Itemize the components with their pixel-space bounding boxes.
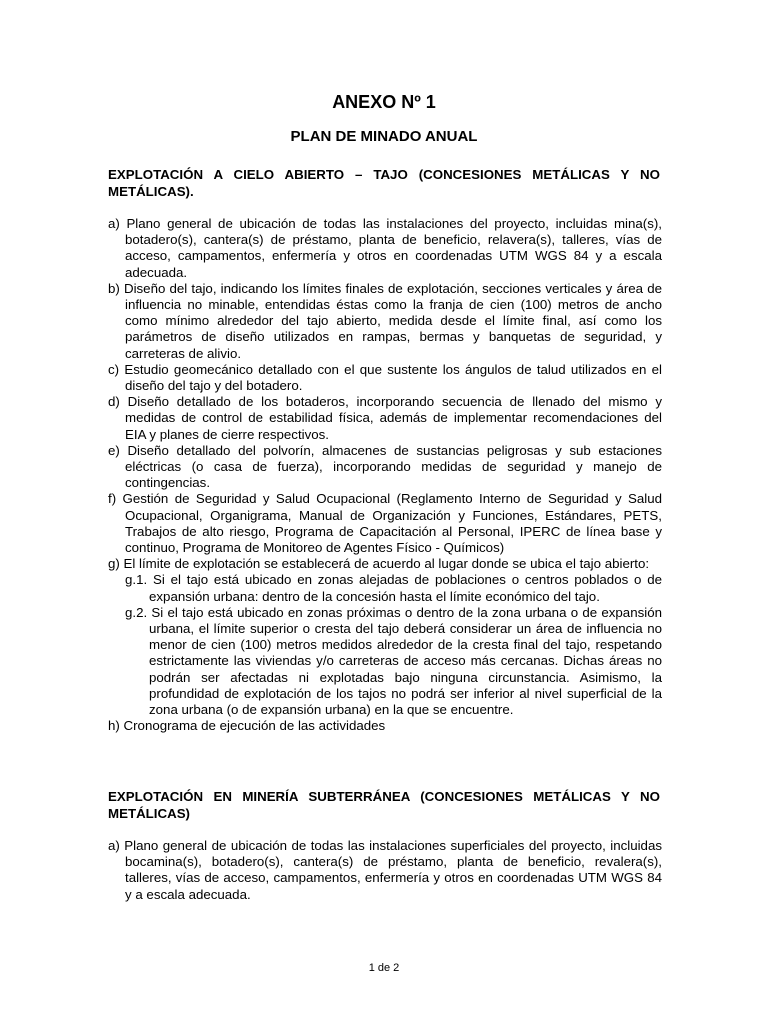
list-item: f) Gestión de Seguridad y Salud Ocupacional (Reglamento Interno de Seguridad y Salud Ocupacional, Organigrama, Manual de Organización y Funciones, Estándares, PETS, Trabajos de alto riesgo, Programa de Capacitación al Personal, IPERC de línea base y continuo, Programa de Monitoreo de Agentes Físico - Químicos) xyxy=(108,491,662,556)
section-heading-underground: EXPLOTACIÓN EN MINERÍA SUBTERRÁNEA (CONCESIONES METÁLICAS Y NO METÁLICAS) xyxy=(108,789,660,821)
list-item: a) Plano general de ubicación de todas las instalaciones del proyecto, incluidas mina(s), botadero(s), cantera(s) de préstamo, planta de beneficio, relavera(s), talleres, vías de acceso, campamentos, enfermería y otros en coordenadas UTM WGS 84 y a escala adecuada. xyxy=(108,216,662,280)
list-item: b) Diseño del tajo, indicando los límites finales de explotación, secciones verticales y área de influencia no minable, entendidas éstas como la franja de cien (100) metros de ancho como mínimo alrededor del tajo abierto, medida desde el límite final, así como los parámetros de diseño utilizados en rampas, bermas y banquetas de seguridad, y carreteras de alivio. xyxy=(108,280,662,361)
section-open-pit-list xyxy=(108,216,662,735)
list-item: a) Plano general de ubicación de todas las instalaciones superficiales del proyecto, incluidas bocamina(s), botadero(s), cantera(s) de préstamo, planta de beneficio, revalera(s), talleres, vías de acceso, campamentos, enfermería y otros en coordenadas UTM WGS 84 y a escala adecuada. xyxy=(108,838,662,902)
document-title: ANEXO Nº 1 xyxy=(332,92,436,112)
list-subitem: g.2. Si el tajo está ubicado en zonas próximas o dentro de la zona urbana o de expansión urbana, el límite superior o cresta del tajo deberá considerar un área de influencia no menor de cien (100) metros medidos alrededor de la cresta final del tajo, respetando estrictamente las viviendas y/o carreteras de acceso más cercanas. Dichas áreas no podrán ser afectadas ni explotadas bajo ninguna circunstancia. Asimismo, la profundidad de explotación de los tajos no podrá ser inferior al nivel superficial de la zona urbana (o de expansión urbana) en la que se encuentre. xyxy=(125,604,662,718)
list-item: g) El límite de explotación se establecerá de acuerdo al lugar donde se ubica el tajo abierto: xyxy=(108,556,650,572)
list-item: c) Estudio geomecánico detallado con el que sustente los ángulos de talud utilizados en el diseño del tajo y del botadero. xyxy=(108,361,662,394)
list-item: h) Cronograma de ejecución de las actividades xyxy=(108,718,386,734)
list-item: d) Diseño detallado de los botaderos, incorporando secuencia de llenado del mismo y medidas de control de estabilidad física, además de implementar recomendaciones del EIA y planes de cierre respectivos. xyxy=(108,394,662,442)
page-number: 1 de 2 xyxy=(368,962,400,974)
list-subitem: g.1. Si el tajo está ubicado en zonas alejadas de poblaciones o centros poblados o de expansión urbana: dentro de la concesión hasta el límite económico del tajo. xyxy=(125,572,662,604)
section-heading-open-pit: EXPLOTACIÓN A CIELO ABIERTO – TAJO (CONCESIONES METÁLICAS Y NO METÁLICAS). xyxy=(108,167,660,199)
section-underground-list xyxy=(108,838,662,903)
list-item: e) Diseño detallado del polvorín, almacenes de sustancias peligrosas y sub estaciones eléctricas (o casa de fuerza), incorporando medidas de seguridad y manejo de contingencias. xyxy=(108,442,662,491)
document-subtitle: PLAN DE MINADO ANUAL xyxy=(290,128,478,145)
